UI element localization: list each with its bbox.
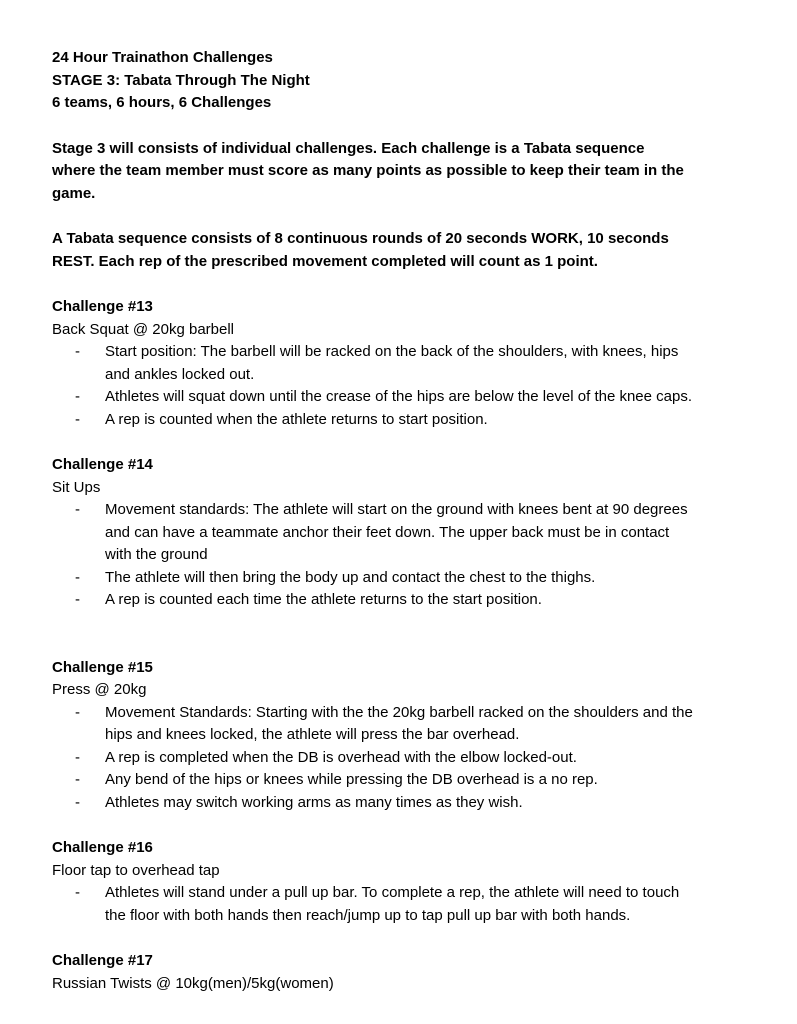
document-page: [52, 47, 767, 995]
dash-bullet-icon: -: [75, 884, 80, 901]
bullet-text: Movement standards: The athlete will start on the ground with knees bent at 90 degrees: [105, 501, 688, 518]
dash-bullet-icon: -: [75, 703, 80, 721]
dash-bullet-icon: -: [75, 591, 80, 608]
bullet-text: Athletes may switch working arms as many times as they wish.: [105, 793, 523, 811]
bullet-text: Any bend of the hips or knees while pressing the DB overhead is a no rep.: [105, 771, 598, 788]
dash-bullet-icon: -: [75, 501, 80, 518]
bullet-item: [52, 409, 767, 432]
challenge-title: Challenge #13: [52, 298, 153, 315]
bullet-item: [52, 747, 767, 770]
bullet-item: [52, 702, 767, 747]
challenge-bullets: [52, 499, 767, 612]
bullet-text: the floor with both hands then reach/jump up to tap pull up bar with both hands.: [105, 906, 631, 924]
challenge-title: Challenge #16: [52, 839, 153, 856]
bullet-item: [52, 769, 767, 792]
dash-bullet-icon: -: [75, 771, 80, 788]
dash-bullet-icon: -: [75, 388, 80, 405]
challenge-movement: Press @ 20kg: [52, 681, 147, 698]
bullet-item: [52, 882, 767, 927]
document-title: 24 Hour Trainathon Challenges: [52, 49, 273, 66]
challenge-movement: Sit Ups: [52, 478, 101, 496]
bullet-item: [52, 589, 767, 612]
bullet-item: [52, 567, 767, 590]
bullet-item: [52, 386, 767, 409]
challenge-title: Challenge #17: [52, 952, 153, 969]
document-header: [52, 47, 767, 115]
challenge-bullets: [52, 702, 767, 815]
challenge-title: Challenge #15: [52, 658, 153, 676]
dash-bullet-icon: -: [75, 410, 80, 428]
bullet-text: A rep is counted each time the athlete returns to the start position.: [105, 591, 542, 608]
tabata-line: A Tabata sequence consists of 8 continuous rounds of 20 seconds WORK, 10 seconds: [52, 230, 669, 247]
bullet-text: Athletes will stand under a pull up bar. To complete a rep, the athlete will need to touch: [105, 884, 680, 901]
challenge-13: [52, 296, 767, 431]
bullet-text: with the ground: [105, 546, 208, 563]
dash-bullet-icon: -: [75, 343, 80, 360]
bullet-text: A rep is completed when the DB is overhead with the elbow locked-out.: [105, 748, 577, 766]
challenge-17: [52, 950, 767, 995]
stage-summary: 6 teams, 6 hours, 6 Challenges: [52, 94, 272, 111]
bullet-item: [52, 499, 767, 567]
challenge-16: [52, 837, 767, 927]
bullet-text: hips and knees locked, the athlete will press the bar overhead.: [105, 726, 520, 743]
bullet-text: Athletes will squat down until the crease of the hips are below the level of the knee caps.: [105, 388, 693, 405]
dash-bullet-icon: -: [75, 748, 80, 766]
challenge-bullets: [52, 341, 767, 431]
intro-line: where the team member must score as many points as possible to keep their team in the: [52, 162, 684, 179]
intro-line: game.: [52, 184, 96, 202]
bullet-text: The athlete will then bring the body up and contact the chest to the thighs.: [105, 568, 596, 586]
challenge-14: [52, 454, 767, 612]
bullet-text: and ankles locked out.: [105, 365, 255, 383]
challenge-movement: Russian Twists @ 10kg(men)/5kg(women): [52, 974, 334, 992]
challenge-movement: Floor tap to overhead tap: [52, 861, 220, 879]
bullet-item: [52, 792, 767, 815]
stage-title: STAGE 3: Tabata Through The Night: [52, 71, 310, 89]
bullet-text: and can have a teammate anchor their feet down. The upper back must be in contact: [105, 523, 670, 541]
dash-bullet-icon: -: [75, 568, 80, 586]
challenge-title: Challenge #14: [52, 456, 153, 473]
tabata-paragraph: [52, 228, 767, 273]
bullet-text: Movement Standards: Starting with the the 20kg barbell racked on the shoulders and the: [105, 703, 693, 721]
bullet-text: A rep is counted when the athlete returns to start position.: [105, 410, 488, 428]
challenge-15: [52, 657, 767, 815]
bullet-text: Start position: The barbell will be racked on the back of the shoulders, with knees, hips: [105, 343, 679, 360]
challenge-movement: Back Squat @ 20kg barbell: [52, 320, 234, 338]
dash-bullet-icon: -: [75, 793, 80, 811]
intro-line: Stage 3 will consists of individual challenges. Each challenge is a Tabata sequence: [52, 139, 645, 157]
challenge-bullets: [52, 882, 767, 927]
intro-paragraph: [52, 138, 767, 206]
bullet-item: [52, 341, 767, 386]
tabata-line: REST. Each rep of the prescribed movement completed will count as 1 point.: [52, 252, 598, 270]
